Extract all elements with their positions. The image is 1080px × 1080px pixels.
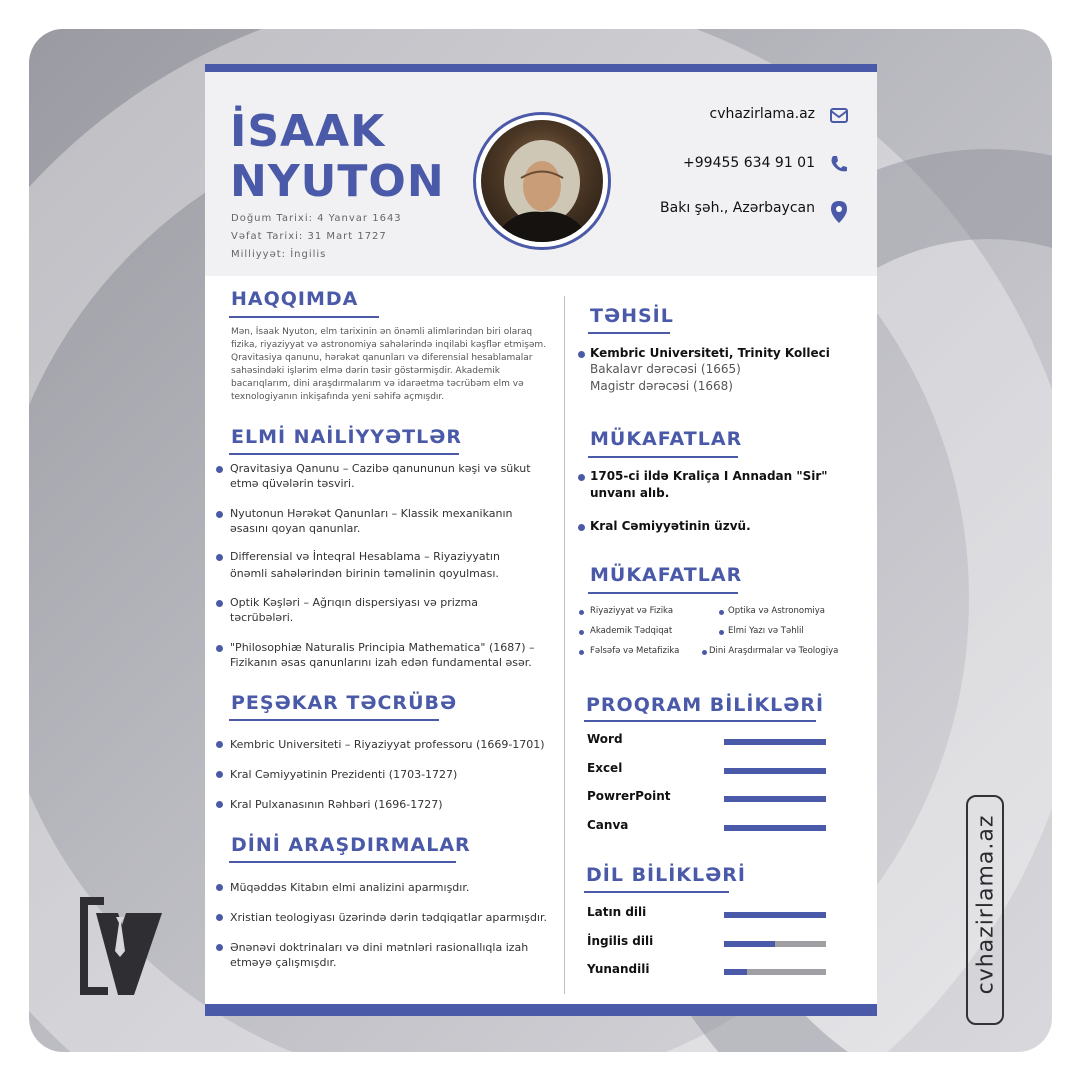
about-line: sahəsindəki işlərim elmə dərin təsir göstərmişdir. Akademik bbox=[231, 366, 500, 376]
achievement-line: etmə qüvələrin təsviri. bbox=[230, 477, 355, 490]
religion-title: DİNİ ARAŞDIRMALAR bbox=[231, 834, 471, 856]
profile-photo bbox=[473, 112, 611, 250]
achievements-title: ELMİ NAİLİYYƏTLƏR bbox=[231, 426, 463, 448]
header-panel bbox=[205, 72, 877, 276]
email-icon bbox=[829, 105, 849, 125]
experience-title: PEŞƏKAR TƏCRÜBƏ bbox=[231, 692, 458, 714]
achievements-underline bbox=[229, 453, 459, 455]
experience-underline bbox=[229, 719, 439, 721]
religion-item: Müqəddəs Kitabın elmi analizini aparmışdır. bbox=[230, 881, 470, 894]
language-level-fill bbox=[724, 941, 775, 947]
language-level-fill bbox=[724, 912, 826, 918]
language-level-track bbox=[724, 969, 826, 975]
last-name: NYUTON bbox=[230, 156, 445, 207]
award-line: unvanı alıb. bbox=[590, 486, 670, 500]
bullet-dot bbox=[578, 474, 585, 481]
interest-item: Akademik Tədqiqat bbox=[590, 626, 673, 636]
religion-item: Xristian teologiyası üzərində dərin tədqiqatlar aparmışdır. bbox=[230, 911, 547, 924]
education-school: Kembric Universiteti, Trinity Kolleci bbox=[590, 346, 830, 360]
achievement-line: Qravitasiya Qanunu – Cazibə qanununun kəşi və sükut bbox=[230, 462, 531, 475]
first-name: İSAAK bbox=[230, 106, 386, 157]
software-label: PowrerPoint bbox=[587, 789, 671, 803]
address-text: Bakı şəh., Azərbaycan bbox=[660, 200, 815, 216]
award-line: Kral Cəmiyyətinin üzvü. bbox=[590, 519, 751, 533]
bullet-dot bbox=[578, 524, 585, 531]
achievement-line: Nyutonun Hərəkət Qanunları – Klassik mexanikanın bbox=[230, 507, 513, 520]
bullet-dot bbox=[578, 351, 585, 358]
bullet-dot bbox=[719, 630, 724, 635]
software-level-fill bbox=[724, 796, 826, 802]
portrait bbox=[481, 120, 603, 242]
religion-item: etməyə çalışmışdır. bbox=[230, 956, 337, 969]
nationality: Milliyyət: İngilis bbox=[231, 249, 327, 260]
bullet-dot bbox=[702, 650, 707, 655]
bullet-dot bbox=[579, 630, 584, 635]
experience-item: Kral Cəmiyyətinin Prezidenti (1703-1727) bbox=[230, 768, 458, 781]
about-line: bacarıqlarım, dini araşdırmalarım və idarəetmə təcrübəm elm və bbox=[231, 379, 524, 389]
software-level-fill bbox=[724, 768, 826, 774]
software-level-track bbox=[724, 825, 826, 831]
software-level-track bbox=[724, 768, 826, 774]
phone-text[interactable]: +99455 634 91 01 bbox=[683, 155, 815, 171]
experience-item: Kral Pulxanasının Rəhbəri (1696-1727) bbox=[230, 798, 443, 811]
achievement-line: Optik Kəşləri – Ağrıqın dispersiyası və prizma bbox=[230, 596, 479, 609]
phone-icon bbox=[829, 154, 849, 174]
achievement-line: əsasını qoyan qanunlar. bbox=[230, 522, 361, 535]
education-degree: Bakalavr dərəcəsi (1665) bbox=[590, 362, 741, 376]
location-icon bbox=[829, 200, 849, 224]
bullet-dot bbox=[719, 610, 724, 615]
email-text[interactable]: cvhazirlama.az bbox=[709, 106, 815, 122]
bullet-dot bbox=[216, 914, 223, 921]
brand-badge[interactable] bbox=[966, 795, 1004, 1025]
language-level-track bbox=[724, 941, 826, 947]
achievement-line: Differensial və İnteqral Hesablama – Riyaziyyatın bbox=[230, 550, 500, 563]
about-line: texnologiyanın inkişafında yeni səhifə açmışdır. bbox=[231, 392, 445, 402]
software-label: Canva bbox=[587, 817, 629, 832]
language-label: Yunandili bbox=[587, 962, 650, 976]
bottom-accent-bar bbox=[205, 1004, 877, 1016]
languages-title: DİL BİLİKLƏRİ bbox=[586, 864, 746, 886]
awards-underline bbox=[588, 456, 738, 458]
language-level-fill bbox=[724, 969, 747, 975]
bullet-dot bbox=[216, 771, 223, 778]
about-title: HAQQIMDA bbox=[231, 288, 359, 310]
software-underline bbox=[584, 720, 816, 722]
software-level-fill bbox=[724, 825, 826, 831]
interest-item: Fəlsəfə və Metafizika bbox=[590, 646, 680, 656]
language-level-track bbox=[724, 912, 826, 918]
religion-item: Ənənəvi doktrinaları və dini mətnləri rasionallıqla izah bbox=[230, 941, 529, 954]
achievement-line: Fizikanın əsas qanunlarını izah edən fundamental əsər. bbox=[230, 656, 532, 669]
interest-item: Riyaziyyat və Fizika bbox=[590, 606, 674, 616]
software-label: Word bbox=[587, 732, 623, 746]
about-line: Mən, İsaak Nyuton, elm tarixinin ən önəmli alimlərindən biri olaraq bbox=[231, 327, 533, 337]
about-line: fizika, riyaziyyat və astronomiya sahələrində inqilabi kəşflər etmişəm. bbox=[231, 340, 547, 350]
bullet-dot bbox=[216, 884, 223, 891]
religion-underline bbox=[229, 861, 456, 863]
experience-item: Kembric Universiteti – Riyaziyyat professoru (1669-1701) bbox=[230, 738, 545, 751]
education-underline bbox=[588, 332, 670, 334]
bullet-dot bbox=[216, 741, 223, 748]
interest-item: Optika və Astronomiya bbox=[728, 606, 825, 616]
education-title: TƏHSİL bbox=[590, 305, 674, 327]
cv-logo-icon bbox=[78, 895, 164, 995]
column-divider bbox=[564, 296, 565, 994]
awards-title: MÜKAFATLAR bbox=[590, 428, 743, 450]
award-line: 1705-ci ildə Kraliça I Annadan "Sir" bbox=[590, 469, 828, 483]
resume-sheet bbox=[205, 64, 877, 1016]
interests-title: MÜKAFATLAR bbox=[590, 564, 743, 586]
achievement-line: təcrübələri. bbox=[230, 611, 294, 624]
language-label: İngilis dili bbox=[587, 933, 654, 948]
death-date: Vəfat Tarixi: 31 Mart 1727 bbox=[231, 231, 387, 242]
bullet-dot bbox=[216, 600, 223, 607]
software-level-track bbox=[724, 739, 826, 745]
about-underline bbox=[229, 316, 379, 318]
education-degree: Magistr dərəcəsi (1668) bbox=[590, 379, 733, 393]
interest-item: Elmi Yazı və Təhlil bbox=[728, 626, 804, 636]
bullet-dot bbox=[579, 650, 584, 655]
bullet-dot bbox=[216, 511, 223, 518]
bullet-dot bbox=[216, 554, 223, 561]
interests-underline bbox=[588, 592, 738, 594]
software-level-track bbox=[724, 796, 826, 802]
language-label: Latın dili bbox=[587, 905, 647, 919]
bullet-dot bbox=[216, 944, 223, 951]
bullet-dot bbox=[579, 610, 584, 615]
bullet-dot bbox=[216, 801, 223, 808]
achievement-line: önəmli sahələrindən birinin təməlinin qoyulması. bbox=[230, 567, 499, 580]
birth-date: Doğum Tarixi: 4 Yanvar 1643 bbox=[231, 213, 402, 224]
achievement-line: "Philosophiæ Naturalis Principia Mathematica" (1687) – bbox=[230, 641, 535, 654]
about-line: Qravitasiya qanunu, hərəkət qanunları və diferensial hesablamalar bbox=[231, 353, 533, 363]
languages-underline bbox=[584, 891, 729, 893]
software-label: Excel bbox=[587, 760, 623, 775]
interest-item: Dini Araşdırmalar və Teologiya bbox=[709, 646, 839, 656]
software-title: PROQRAM BİLİKLƏRİ bbox=[586, 694, 825, 716]
software-level-fill bbox=[724, 739, 826, 745]
bullet-dot bbox=[216, 466, 223, 473]
brand-site-text: cvhazirlama.az bbox=[973, 814, 999, 995]
top-accent-bar bbox=[205, 64, 877, 72]
bullet-dot bbox=[216, 645, 223, 652]
